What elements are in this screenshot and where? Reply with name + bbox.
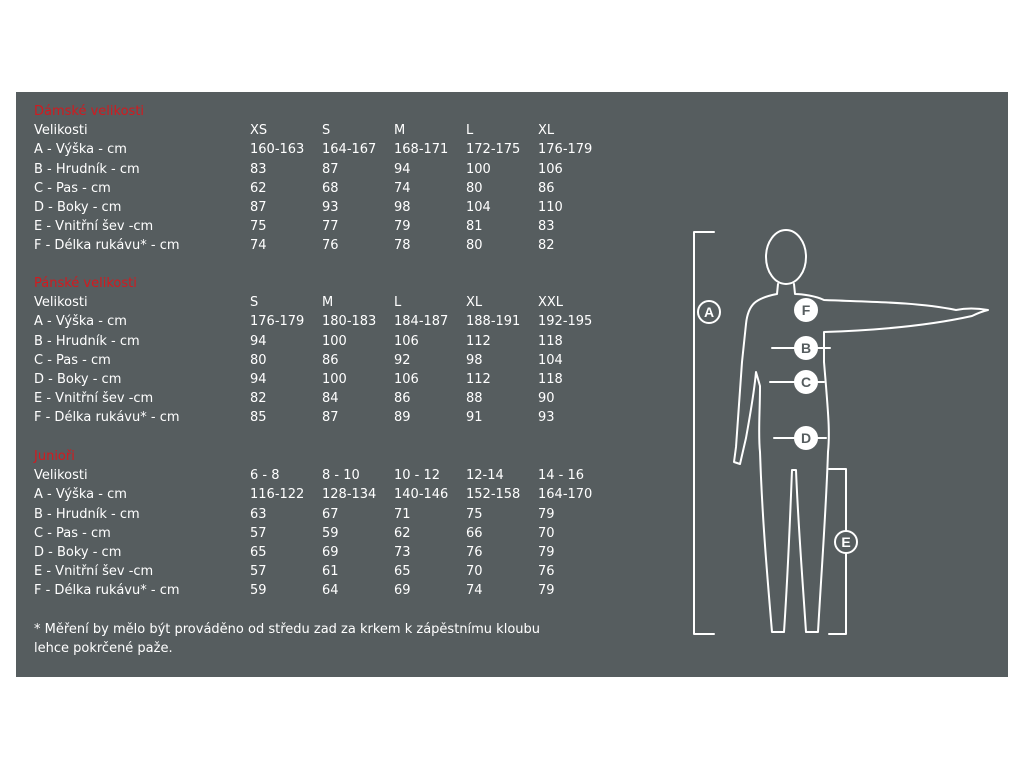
table-cell: 176-179: [538, 142, 593, 158]
table-cell: 80: [250, 352, 267, 368]
svg-text:A: A: [703, 304, 715, 320]
table-cell: 77: [322, 219, 339, 235]
table-cell: 66: [466, 525, 483, 541]
table-cell: 76: [538, 564, 555, 580]
table-cell: 74: [250, 238, 267, 254]
body-outline: [734, 284, 988, 632]
table-cell: 164-167: [322, 142, 377, 158]
table-cell: 168-171: [394, 142, 449, 158]
table-cell: 63: [250, 506, 267, 522]
table-cell: 106: [538, 161, 563, 177]
label-d-marker: [795, 427, 817, 449]
row-label: F - Délka rukávu* - cm: [34, 410, 180, 426]
table-cell: M: [322, 295, 334, 311]
row-label: A - Výška - cm: [34, 142, 127, 158]
table-cell: 62: [394, 525, 411, 541]
row-label: B - Hrudník - cm: [34, 506, 140, 522]
table-cell: 59: [322, 525, 339, 541]
table-cell: 110: [538, 199, 563, 215]
row-label: D - Boky - cm: [34, 544, 122, 560]
table-cell: 82: [250, 391, 267, 407]
row-label: D - Boky - cm: [34, 371, 122, 387]
table-cell: 79: [394, 219, 411, 235]
table-cell: 164-170: [538, 487, 593, 503]
table-cell: 118: [538, 371, 563, 387]
svg-text:D: D: [800, 430, 812, 446]
table-cell: 172-175: [466, 142, 521, 158]
table-cell: 100: [322, 371, 347, 387]
table-cell: 76: [322, 238, 339, 254]
row-label: B - Hrudník - cm: [34, 161, 140, 177]
table-cell: 86: [322, 352, 339, 368]
table-cell: 65: [394, 564, 411, 580]
row-label: F - Délka rukávu* - cm: [34, 238, 180, 254]
size-chart-panel: [16, 92, 1008, 677]
table-cell: 87: [250, 199, 267, 215]
svg-text:B: B: [800, 340, 812, 356]
table-cell: 82: [538, 238, 555, 254]
table-cell: 74: [466, 583, 483, 599]
table-cell: 104: [538, 352, 563, 368]
table-cell: 57: [250, 525, 267, 541]
table-cell: 89: [394, 410, 411, 426]
svg-text:F: F: [801, 302, 811, 318]
table-cell: 69: [322, 544, 339, 560]
height-bracket: [694, 232, 714, 634]
table-cell: 59: [250, 583, 267, 599]
table-cell: 188-191: [466, 314, 521, 330]
section-title: Dámské velikosti: [34, 104, 145, 119]
row-label: C - Pas - cm: [34, 525, 111, 541]
table-cell: 61: [322, 564, 339, 580]
table-cell: 70: [538, 525, 555, 541]
table-cell: 68: [322, 180, 339, 196]
table-cell: XL: [466, 295, 483, 311]
table-cell: 90: [538, 391, 555, 407]
table-cell: 75: [466, 506, 483, 522]
table-cell: 140-146: [394, 487, 449, 503]
table-cell: 91: [466, 410, 483, 426]
table-cell: 79: [538, 544, 555, 560]
row-label: Velikosti: [34, 468, 88, 484]
row-label: F - Délka rukávu* - cm: [34, 583, 180, 599]
table-cell: 74: [394, 180, 411, 196]
table-cell: 98: [394, 199, 411, 215]
table-cell: 86: [538, 180, 555, 196]
table-cell: 84: [322, 391, 339, 407]
table-cell: 116-122: [250, 487, 305, 503]
table-cell: 152-158: [466, 487, 521, 503]
table-cell: 6 - 8: [250, 468, 280, 484]
table-cell: 87: [322, 410, 339, 426]
section-title: Pánské velikosti: [34, 276, 137, 291]
table-cell: 92: [394, 352, 411, 368]
table-cell: 94: [250, 371, 267, 387]
table-cell: 87: [322, 161, 339, 177]
table-cell: 83: [250, 161, 267, 177]
label-b-marker: [795, 337, 817, 359]
table-cell: L: [394, 295, 402, 311]
row-label: C - Pas - cm: [34, 352, 111, 368]
table-cell: 81: [466, 219, 483, 235]
table-cell: 75: [250, 219, 267, 235]
table-cell: 86: [394, 391, 411, 407]
row-label: E - Vnitřní šev -cm: [34, 564, 154, 580]
row-label: E - Vnitřní šev -cm: [34, 219, 154, 235]
table-cell: 118: [538, 333, 563, 349]
table-cell: 112: [466, 333, 491, 349]
footnote: * Měření by mělo být prováděno od středu zad za krkem k zápěstnímu kloubu lehce pokrčené paže.: [34, 622, 540, 656]
row-label: Velikosti: [34, 123, 88, 139]
row-label: E - Vnitřní šev -cm: [34, 391, 154, 407]
table-cell: 85: [250, 410, 267, 426]
table-cell: 67: [322, 506, 339, 522]
row-label: B - Hrudník - cm: [34, 333, 140, 349]
table-cell: 160-163: [250, 142, 305, 158]
table-cell: 8 - 10: [322, 468, 360, 484]
table-cell: 57: [250, 564, 267, 580]
table-cell: 184-187: [394, 314, 449, 330]
table-cell: 80: [466, 180, 483, 196]
table-cell: 62: [250, 180, 267, 196]
row-label: A - Výška - cm: [34, 487, 127, 503]
table-cell: 112: [466, 371, 491, 387]
table-cell: 70: [466, 564, 483, 580]
section-title: Junioři: [34, 449, 75, 464]
label-f-marker: [795, 299, 817, 321]
table-cell: 192-195: [538, 314, 593, 330]
table-cell: 106: [394, 333, 419, 349]
table-cell: 100: [322, 333, 347, 349]
table-cell: 93: [538, 410, 555, 426]
row-label: C - Pas - cm: [34, 180, 111, 196]
head-outline: [766, 230, 806, 284]
table-cell: 65: [250, 544, 267, 560]
table-cell: 93: [322, 199, 339, 215]
table-cell: S: [250, 295, 259, 311]
row-label: Velikosti: [34, 295, 88, 311]
table-cell: 88: [466, 391, 483, 407]
table-cell: XL: [538, 123, 555, 139]
table-cell: 83: [538, 219, 555, 235]
table-cell: M: [394, 123, 406, 139]
table-cell: 128-134: [322, 487, 377, 503]
row-label: D - Boky - cm: [34, 199, 122, 215]
table-cell: 76: [466, 544, 483, 560]
svg-text:E: E: [841, 534, 851, 550]
table-cell: 94: [250, 333, 267, 349]
table-cell: 64: [322, 583, 339, 599]
table-cell: 94: [394, 161, 411, 177]
table-cell: 104: [466, 199, 491, 215]
table-cell: 78: [394, 238, 411, 254]
table-cell: 100: [466, 161, 491, 177]
table-cell: XS: [250, 123, 268, 139]
table-cell: 98: [466, 352, 483, 368]
table-cell: 10 - 12: [394, 468, 441, 484]
svg-text:C: C: [800, 374, 812, 390]
label-c-marker: [795, 371, 817, 393]
body-measurement-figure: [676, 212, 996, 652]
row-label: A - Výška - cm: [34, 314, 127, 330]
table-cell: 79: [538, 506, 555, 522]
table-cell: 106: [394, 371, 419, 387]
table-cell: 180-183: [322, 314, 377, 330]
table-cell: S: [322, 123, 331, 139]
table-cell: L: [466, 123, 474, 139]
label-a-marker: [698, 301, 720, 323]
table-cell: 71: [394, 506, 411, 522]
table-cell: 176-179: [250, 314, 305, 330]
table-cell: 69: [394, 583, 411, 599]
table-cell: 12-14: [466, 468, 504, 484]
table-cell: XXL: [538, 295, 564, 311]
table-cell: 73: [394, 544, 411, 560]
table-cell: 80: [466, 238, 483, 254]
table-cell: 14 - 16: [538, 468, 585, 484]
table-cell: 79: [538, 583, 555, 599]
label-e-marker: [835, 531, 857, 553]
